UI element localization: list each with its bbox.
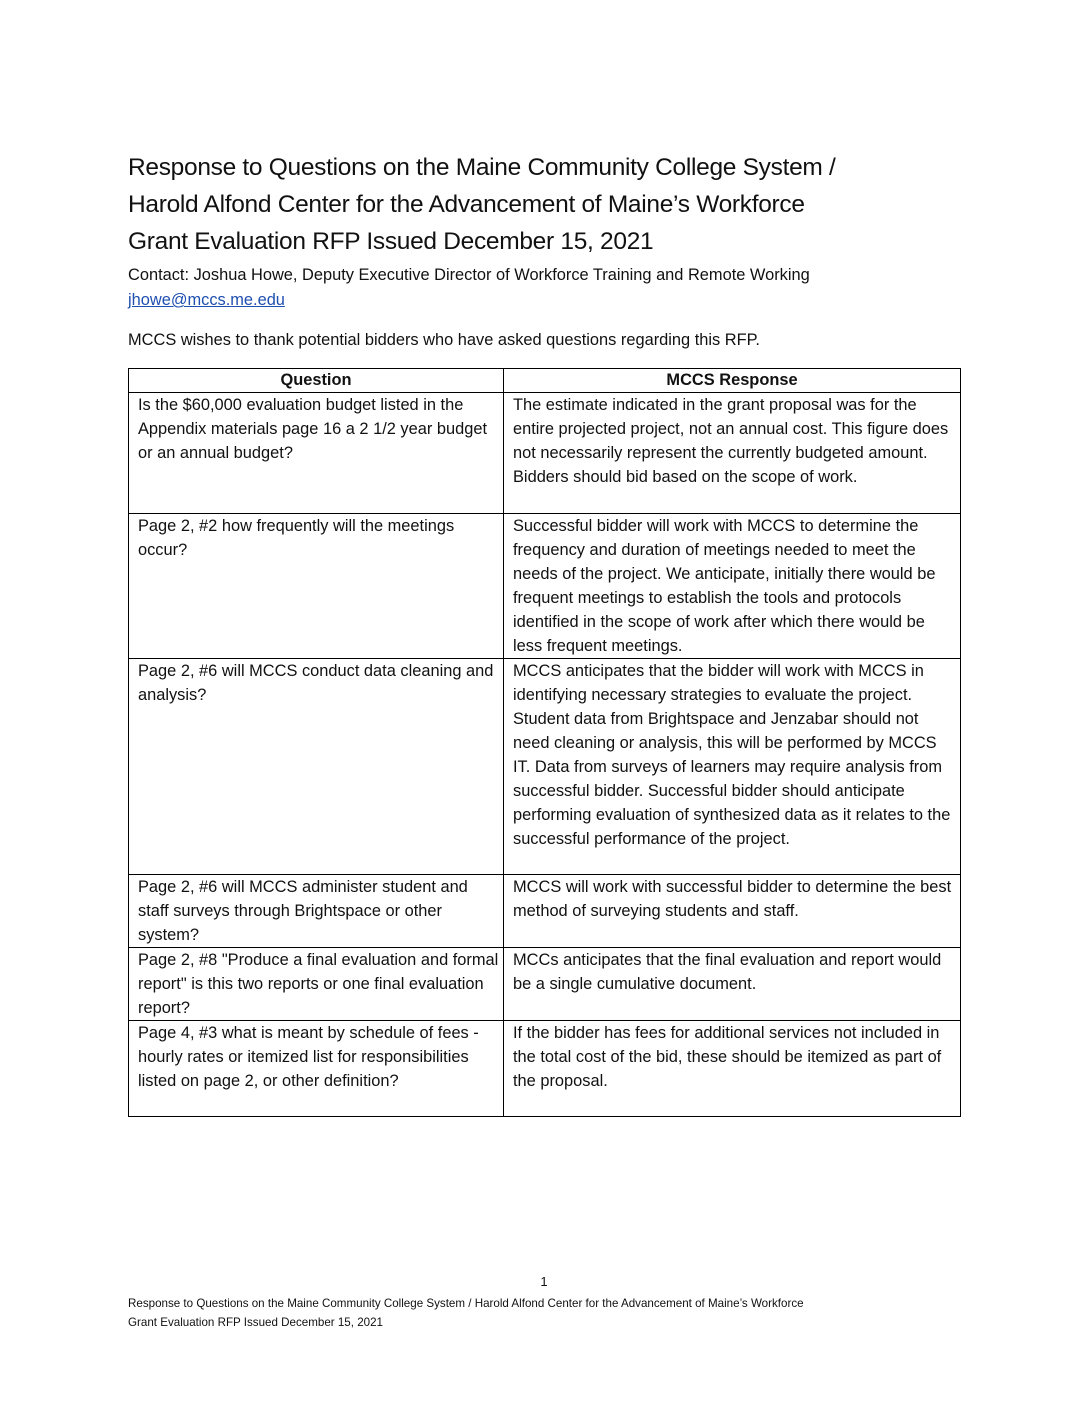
response-cell: MCCs anticipates that the final evaluation and report would be a single cumulative document. bbox=[504, 948, 961, 1021]
question-cell: Page 2, #2 how frequently will the meetings occur? bbox=[129, 514, 504, 659]
table-row bbox=[129, 948, 961, 1021]
question-cell: Page 2, #8 "Produce a final evaluation and formal report" is this two reports or one final evaluation report? bbox=[129, 948, 504, 1021]
response-cell: MCCS will work with successful bidder to determine the best method of surveying students and staff. bbox=[504, 875, 961, 948]
response-cell: Successful bidder will work with MCCS to determine the frequency and duration of meetings needed to meet the needs of the project. We anticipate, initially there would be frequent meetings to establish the tools and protocols identified in the scope of work after which there would be less frequent meetings. bbox=[504, 514, 961, 659]
table-row bbox=[129, 393, 961, 514]
table-row bbox=[129, 514, 961, 659]
contact-line: Contact: Joshua Howe, Deputy Executive Director of Workforce Training and Remote Working bbox=[128, 266, 810, 284]
contact-email-link[interactable]: jhowe@mccs.me.edu bbox=[128, 291, 285, 309]
page-footer bbox=[128, 1294, 804, 1332]
qa-table bbox=[128, 368, 961, 1117]
response-cell: MCCS anticipates that the bidder will work with MCCS in identifying necessary strategies to evaluate the project. Student data from Brightspace and Jenzabar should not need cleaning or analysis, this will be performed by MCCS IT. Data from surveys of learners may require analysis from successful bidder. Successful bidder should anticipate performing evaluation of synthesized data as it relates to the successful performance of the project. bbox=[504, 659, 961, 875]
table-header-row bbox=[129, 369, 961, 393]
document-title bbox=[128, 149, 968, 260]
title-line-2: Harold Alfond Center for the Advancement of Maine’s Workforce bbox=[128, 191, 805, 218]
title-line-1: Response to Questions on the Maine Community College System / bbox=[128, 154, 836, 181]
question-cell: Page 2, #6 will MCCS administer student and staff surveys through Brightspace or other system? bbox=[129, 875, 504, 948]
title-line-3: Grant Evaluation RFP Issued December 15, 2021 bbox=[128, 228, 654, 255]
table-row bbox=[129, 1021, 961, 1117]
question-column-header: Question bbox=[129, 369, 504, 393]
table-row bbox=[129, 875, 961, 948]
table-row bbox=[129, 659, 961, 875]
response-cell: If the bidder has fees for additional services not included in the total cost of the bid, these should be itemized as part of the proposal. bbox=[504, 1021, 961, 1117]
response-cell: The estimate indicated in the grant proposal was for the entire projected project, not an annual cost. This figure does not necessarily represent the currently budgeted amount. Bidders should bid based on the scope of work. bbox=[504, 393, 961, 514]
question-cell: Page 4, #3 what is meant by schedule of fees - hourly rates or itemized list for responsibilities listed on page 2, or other definition? bbox=[129, 1021, 504, 1117]
footer-line-2: Grant Evaluation RFP Issued December 15, 2021 bbox=[128, 1316, 383, 1329]
intro-paragraph: MCCS wishes to thank potential bidders who have asked questions regarding this RFP. bbox=[128, 331, 760, 349]
question-cell: Is the $60,000 evaluation budget listed in the Appendix materials page 16 a 2 1/2 year budget or an annual budget? bbox=[129, 393, 504, 514]
response-column-header: MCCS Response bbox=[504, 369, 961, 393]
page-number: 1 bbox=[540, 1274, 548, 1289]
footer-line-1: Response to Questions on the Maine Community College System / Harold Alfond Center for the Advancement of Maine’s Workforce bbox=[128, 1297, 804, 1310]
question-cell: Page 2, #6 will MCCS conduct data cleaning and analysis? bbox=[129, 659, 504, 875]
